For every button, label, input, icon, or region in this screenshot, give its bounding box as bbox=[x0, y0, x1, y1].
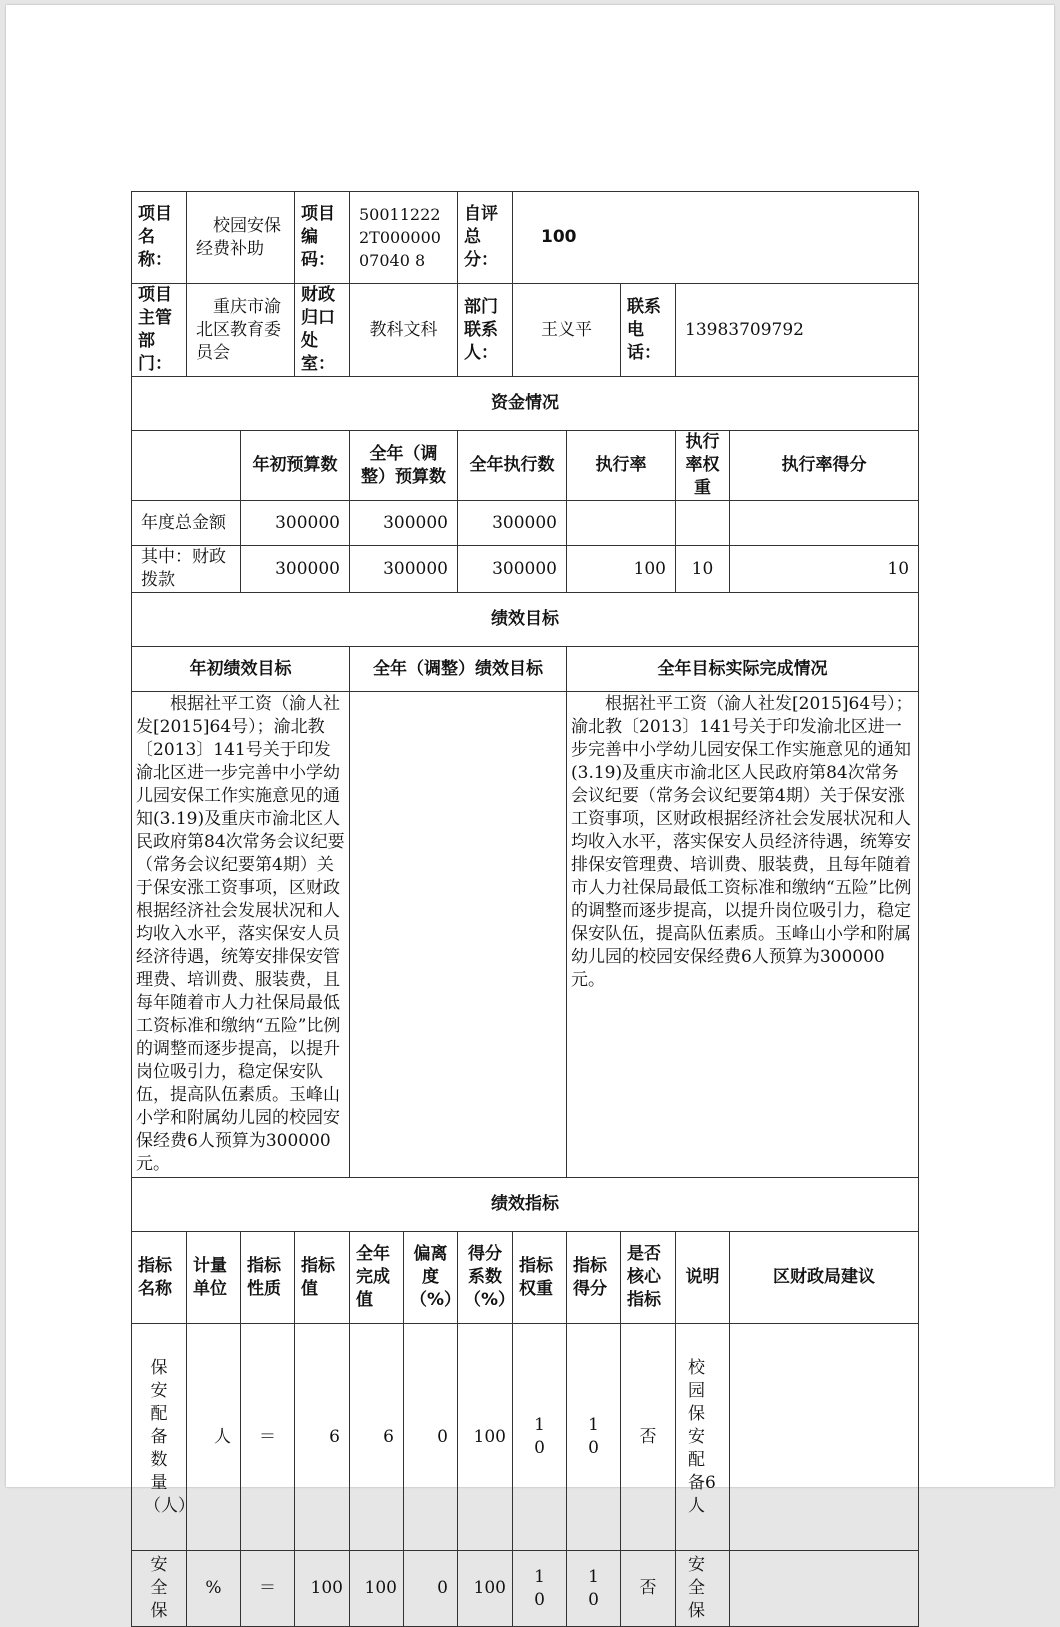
indicator-value: 6 bbox=[295, 1324, 350, 1551]
funds-header-adjusted: 全年（调整）预算数 bbox=[350, 431, 458, 501]
funds-row-adjusted: 300000 bbox=[350, 501, 458, 546]
funds-header-score: 执行率得分 bbox=[730, 431, 919, 501]
ind-header-coefficient: 得分系数（%） bbox=[458, 1232, 513, 1324]
indicator-note: 安全保 bbox=[676, 1551, 730, 1627]
indicator-completed: 100 bbox=[350, 1551, 404, 1627]
indicator-name: 保安配备数量（人） bbox=[132, 1324, 187, 1551]
funds-row-budget: 300000 bbox=[241, 501, 350, 546]
finance-office: 教科文科 bbox=[350, 284, 458, 377]
goals-section-title: 绩效目标 bbox=[132, 593, 919, 647]
indicator-deviation: 0 bbox=[404, 1324, 458, 1551]
project-code-label: 项目编码： bbox=[295, 192, 350, 284]
goals-content-row bbox=[132, 692, 919, 1178]
indicator-core: 否 bbox=[621, 1551, 676, 1627]
ind-header-nature: 指标性质 bbox=[241, 1232, 295, 1324]
funds-header-weight: 执行率权重 bbox=[676, 431, 730, 501]
goals-header-initial: 年初绩效目标 bbox=[132, 647, 350, 692]
ind-header-score: 指标得分 bbox=[567, 1232, 621, 1324]
indicator-note: 校园保安配备6人 bbox=[676, 1324, 730, 1551]
indicator-coefficient: 100 bbox=[458, 1324, 513, 1551]
project-code: 500112222T00000007040 8 bbox=[350, 192, 458, 284]
finance-office-label: 财政归口处室： bbox=[295, 284, 350, 377]
indicator-advice bbox=[730, 1551, 919, 1627]
indicator-completed: 6 bbox=[350, 1324, 404, 1551]
phone-label: 联系电话： bbox=[621, 284, 676, 377]
info-row-2 bbox=[132, 284, 919, 377]
funds-row-label: 年度总金额 bbox=[132, 501, 241, 546]
funds-row-score: 10 bbox=[730, 546, 919, 593]
indicator-advice bbox=[730, 1324, 919, 1551]
funds-row-executed: 300000 bbox=[458, 546, 567, 593]
funds-section-title: 资金情况 bbox=[132, 377, 919, 431]
dept-label: 项目主管部门： bbox=[132, 284, 187, 377]
indicator-unit: % bbox=[187, 1551, 241, 1627]
ind-header-core: 是否核心指标 bbox=[621, 1232, 676, 1324]
indicator-deviation: 0 bbox=[404, 1551, 458, 1627]
goals-header-row bbox=[132, 647, 919, 692]
goals-header-actual: 全年目标实际完成情况 bbox=[567, 647, 919, 692]
self-score-label: 自评总分： bbox=[458, 192, 513, 284]
performance-evaluation-table bbox=[131, 191, 919, 1627]
funds-header-blank bbox=[132, 431, 241, 501]
goal-initial-text: 根据社平工资（渝人社发[2015]64号）；渝北教〔2013〕141号关于印发渝北区进一步完善中小学幼儿园安保工作实施意见的通知(3.19)及重庆市渝北区人民政府第84次常务会议纪要（常务会议纪要第4期）关于保安涨工资事项，区财政根据经济社会发展状况和人均收入水平，落实保安人员经济待遇，统筹安排保安管理费、培训费、服装费，且每年随着市人力社保局最低工资标准和缴纳“五险”比例的调整而逐步提高，以提升岗位吸引力，稳定保安队伍，提高队伍素质。玉峰山小学和附属幼儿园的校园安保经费6人预算为300000元。 bbox=[132, 692, 350, 1178]
funds-header-row bbox=[132, 431, 919, 501]
funds-row-rate bbox=[567, 501, 676, 546]
indicator-nature: ＝ bbox=[241, 1551, 295, 1627]
ind-header-note: 说明 bbox=[676, 1232, 730, 1324]
indicator-coefficient: 100 bbox=[458, 1551, 513, 1627]
ind-header-weight: 指标权重 bbox=[513, 1232, 567, 1324]
ind-header-unit: 计量单位 bbox=[187, 1232, 241, 1324]
funds-row-label: 其中：财政拨款 bbox=[132, 546, 241, 593]
contact-person: 王义平 bbox=[513, 284, 621, 377]
indicators-header-row bbox=[132, 1232, 919, 1324]
indicator-nature: ＝ bbox=[241, 1324, 295, 1551]
goal-adjusted-text bbox=[350, 692, 567, 1178]
dept-name: 重庆市渝北区教育委员会 bbox=[187, 284, 295, 377]
indicator-weight: 10 bbox=[513, 1551, 567, 1627]
funds-row-score bbox=[730, 501, 919, 546]
indicator-row bbox=[132, 1324, 919, 1551]
indicator-value: 100 bbox=[295, 1551, 350, 1627]
indicator-score: 10 bbox=[567, 1324, 621, 1551]
project-name-label: 项目名称： bbox=[132, 192, 187, 284]
indicator-unit: 人 bbox=[187, 1324, 241, 1551]
indicator-name: 安全保 bbox=[132, 1551, 187, 1627]
ind-header-completed: 全年完成值 bbox=[350, 1232, 404, 1324]
info-row-1 bbox=[132, 192, 919, 284]
ind-header-deviation: 偏离度（%） bbox=[404, 1232, 458, 1324]
self-score: 100 bbox=[513, 192, 919, 284]
funds-row bbox=[132, 501, 919, 546]
ind-header-name: 指标名称 bbox=[132, 1232, 187, 1324]
funds-header-executed: 全年执行数 bbox=[458, 431, 567, 501]
funds-row-weight bbox=[676, 501, 730, 546]
phone-number: 13983709792 bbox=[676, 284, 919, 377]
goals-header-adjusted: 全年（调整）绩效目标 bbox=[350, 647, 567, 692]
project-name: 校园安保经费补助 bbox=[187, 192, 295, 284]
funds-row bbox=[132, 546, 919, 593]
funds-row-rate: 100 bbox=[567, 546, 676, 593]
goal-actual-text: 根据社平工资（渝人社发[2015]64号）；渝北教〔2013〕141号关于印发渝北区进一步完善中小学幼儿园安保工作实施意见的通知(3.19)及重庆市渝北区人民政府第84次常务会议纪要（常务会议纪要第4期）关于保安涨工资事项，区财政根据经济社会发展状况和人均收入水平，落实保安人员经济待遇，统筹安排保安管理费、培训费、服装费，且每年随着市人力社保局最低工资标准和缴纳“五险”比例的调整而逐步提高，以提升岗位吸引力，稳定保安队伍，提高队伍素质。玉峰山小学和附属幼儿园的校园安保经费6人预算为300000元。 bbox=[567, 692, 919, 1178]
funds-row-executed: 300000 bbox=[458, 501, 567, 546]
funds-row-adjusted: 300000 bbox=[350, 546, 458, 593]
ind-header-value: 指标值 bbox=[295, 1232, 350, 1324]
funds-header-budget: 年初预算数 bbox=[241, 431, 350, 501]
funds-header-rate: 执行率 bbox=[567, 431, 676, 501]
ind-header-advice: 区财政局建议 bbox=[730, 1232, 919, 1324]
funds-row-weight: 10 bbox=[676, 546, 730, 593]
indicator-score: 10 bbox=[567, 1551, 621, 1627]
indicator-weight: 10 bbox=[513, 1324, 567, 1551]
contact-person-label: 部门联系人： bbox=[458, 284, 513, 377]
indicator-core: 否 bbox=[621, 1324, 676, 1551]
indicator-row bbox=[132, 1551, 919, 1627]
indicators-section-title: 绩效指标 bbox=[132, 1178, 919, 1232]
funds-row-budget: 300000 bbox=[241, 546, 350, 593]
